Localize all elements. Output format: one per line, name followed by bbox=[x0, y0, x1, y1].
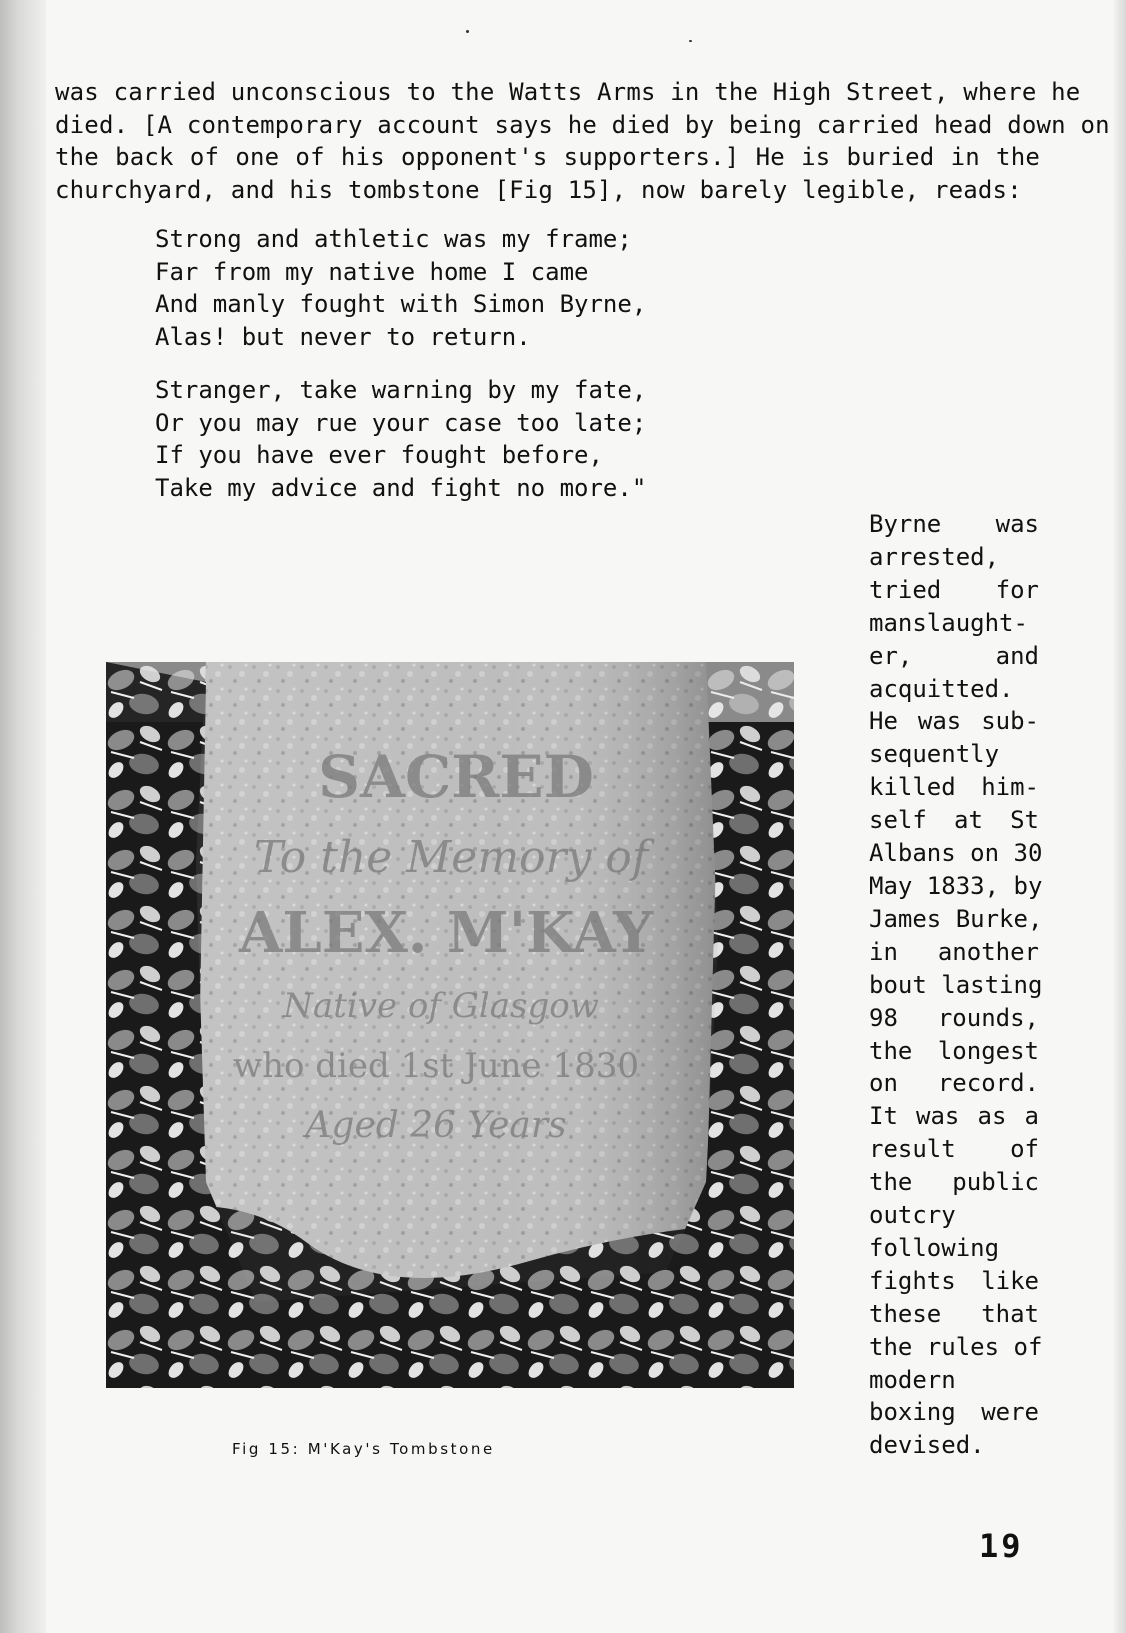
inscription-line: To the Memory of bbox=[253, 832, 649, 883]
verse-line: Alas! but never to return. bbox=[155, 322, 531, 351]
side-column-line: self at St bbox=[869, 806, 1039, 835]
inscription-line: ALEX. M'KAY bbox=[238, 900, 654, 966]
side-column-line: 98 rounds, bbox=[869, 1003, 1039, 1032]
side-column-line: James Burke, bbox=[869, 904, 1043, 933]
side-column-line: Albans on 30 bbox=[869, 839, 1043, 868]
page-edge-shadow bbox=[1112, 0, 1126, 1633]
side-column-line: the longest bbox=[869, 1036, 1039, 1065]
side-column-line: Byrne was bbox=[869, 510, 1039, 538]
tombstone-photo bbox=[106, 662, 794, 1388]
epitaph-verse-1 bbox=[155, 223, 755, 353]
side-column-line: manslaught- bbox=[869, 608, 1028, 637]
side-column-line: in another bbox=[869, 937, 1039, 966]
verse-line: Take my advice and fight no more." bbox=[155, 473, 647, 502]
figure-caption: Fig 15: M'Kay's Tombstone bbox=[232, 1440, 495, 1458]
intro-paragraph bbox=[55, 76, 1110, 206]
side-column-line: the rules of bbox=[869, 1332, 1043, 1361]
side-column-line: devised. bbox=[869, 1431, 985, 1460]
verse-line: Far from my native home I came bbox=[155, 257, 589, 286]
epitaph-verse-2 bbox=[155, 374, 755, 504]
side-column-line: bout lasting bbox=[869, 970, 1043, 999]
side-column-line: sequently bbox=[869, 740, 1000, 769]
side-column-line: following bbox=[869, 1233, 1000, 1262]
side-column-line: on record. bbox=[869, 1069, 1039, 1098]
side-column-line: tried for bbox=[869, 575, 1039, 604]
intro-line: was carried unconscious to the Watts Arms in the High Street, where he bbox=[55, 78, 1081, 106]
page-gutter-shadow bbox=[0, 0, 46, 1633]
print-speck bbox=[689, 40, 692, 42]
side-column-line: It was as a bbox=[869, 1102, 1039, 1131]
inscription-line: Native of Glasgow bbox=[283, 986, 599, 1026]
side-column-text bbox=[869, 508, 1043, 1462]
intro-line: churchyard, and his tombstone [Fig 15], now barely legible, reads: bbox=[55, 175, 1022, 204]
verse-line: Or you may rue your case too late; bbox=[155, 408, 647, 437]
side-column-line: result of bbox=[869, 1135, 1039, 1164]
side-column-line: these that bbox=[869, 1299, 1039, 1328]
verse-line: And manly fought with Simon Byrne, bbox=[155, 290, 647, 318]
side-column-line: the public bbox=[869, 1168, 1039, 1197]
side-column-line: outcry bbox=[869, 1201, 956, 1230]
side-column-line: arrested, bbox=[869, 542, 1000, 571]
side-column-line: er, and bbox=[869, 641, 1039, 670]
side-column-line: May 1833, by bbox=[869, 871, 1043, 900]
side-column-line: fights like bbox=[869, 1266, 1039, 1295]
side-column-line: boxing were bbox=[869, 1398, 1039, 1427]
tombstone-photo-image bbox=[106, 662, 794, 1388]
print-speck bbox=[466, 30, 469, 33]
verse-line: Strong and athletic was my frame; bbox=[155, 225, 632, 253]
side-column-line: killed him- bbox=[869, 773, 1039, 802]
inscription-line: Aged 26 Years bbox=[305, 1105, 567, 1146]
intro-line: the back of one of his opponent's supporters.] He is buried in the bbox=[55, 143, 1040, 171]
inscription-line: SACRED bbox=[318, 743, 594, 811]
side-column-line: acquitted. bbox=[869, 674, 1014, 703]
inscription-line: who died 1st June 1830 bbox=[232, 1046, 640, 1086]
intro-line: died. [A contemporary account says he died by being carried head down on bbox=[55, 110, 1110, 139]
page-number: 19 bbox=[979, 1527, 1024, 1565]
side-column-line: He was sub- bbox=[869, 707, 1039, 736]
verse-line: If you have ever fought before, bbox=[155, 441, 603, 469]
verse-line: Stranger, take warning by my fate, bbox=[155, 376, 647, 404]
side-column-line: modern bbox=[869, 1365, 956, 1394]
